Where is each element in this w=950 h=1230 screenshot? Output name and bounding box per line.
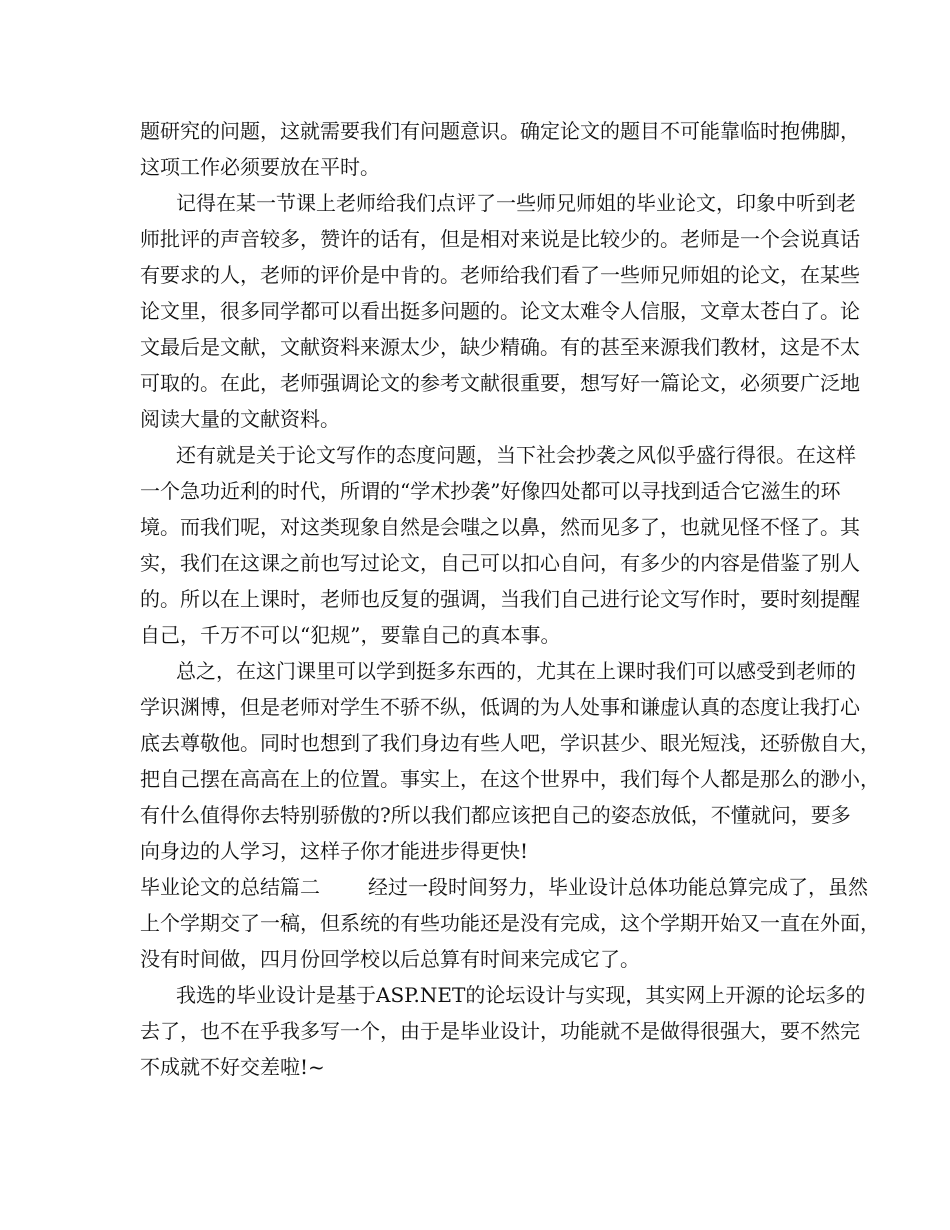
paragraph-line: 总之，在这门课里可以学到挺多东西的，尤其在上课时我们可以感受到老师的 [176, 659, 856, 683]
paragraph-line: 向身边的人学习，这样子你才能进步得更快! [140, 839, 529, 863]
paragraph-line: 把自己摆在高高在上的位置。事实上，在这个世界中，我们每个人都是那么的渺小， [140, 767, 880, 791]
paragraph-line: 学识渊博，但是老师对学生不骄不纵，低调的为人处事和谦虚认真的态度让我打心 [140, 695, 860, 719]
paragraph-line: 去了，也不在乎我多写一个，由于是毕业设计，功能就不是做得很强大，要不然完 [140, 1019, 860, 1043]
paragraph-line: 自己，千万不可以“犯规”，要靠自己的真本事。 [140, 623, 561, 647]
paragraph-line: 境。而我们呢，对这类现象自然是会嗤之以鼻，然而见多了，也就见怪不怪了。其 [140, 515, 860, 539]
paragraph-line: 题研究的问题，这就需要我们有问题意识。确定论文的题目不可能靠临时抱佛脚， [140, 119, 860, 143]
paragraph-line: 有要求的人，老师的评价是中肯的。老师给我们看了一些师兄师姐的论文，在某些 [140, 263, 860, 287]
paragraph-line: 我选的毕业设计是基于ASP.NET的论坛设计与实现，其实网上开源的论坛多的 [176, 983, 866, 1007]
paragraph-line: 有什么值得你去特别骄傲的?所以我们都应该把自己的姿态放低，不懂就问，要多 [140, 803, 851, 827]
paragraph-line: 一个急功近利的时代，所谓的“学术抄袭”好像四处都可以寻找到适合它滋生的环 [140, 479, 841, 503]
paragraph-line: 阅读大量的文献资料。 [140, 407, 340, 431]
paragraph-line: 师批评的声音较多，赞许的话有，但是相对来说是比较少的。老师是一个会说真话 [140, 227, 860, 251]
paragraph-line: 这项工作必须要放在平时。 [140, 155, 380, 179]
paragraph-line: 可取的。在此，老师强调论文的参考文献很重要，想写好一篇论文，必须要广泛地 [140, 371, 860, 395]
paragraph-line: 还有就是关于论文写作的态度问题，当下社会抄袭之风似乎盛行得很。在这样 [176, 443, 856, 467]
paragraph-line: 实，我们在这课之前也写过论文，自己可以扣心自问，有多少的内容是借鉴了别人 [140, 551, 860, 575]
paragraph-line: 经过一段时间努力，毕业设计总体功能总算完成了，虽然 [368, 875, 868, 899]
section-heading-line [140, 876, 868, 898]
section-heading: 毕业论文的总结篇二 [140, 875, 320, 899]
paragraph-line: 没有时间做，四月份回学校以后总算有时间来完成它了。 [140, 947, 640, 971]
paragraph-line: 文最后是文献，文献资料来源太少，缺少精确。有的甚至来源我们教材，这是不太 [140, 335, 860, 359]
paragraph-line: 论文里，很多同学都可以看出挺多问题的。论文太难令人信服，文章太苍白了。论 [140, 299, 860, 323]
paragraph-line: 记得在某一节课上老师给我们点评了一些师兄师姐的毕业论文，印象中听到老 [176, 191, 856, 215]
paragraph-line: 底去尊敬他。同时也想到了我们身边有些人吧，学识甚少、眼光短浅，还骄傲自大， [140, 731, 880, 755]
paragraph-line: 的。所以在上课时，老师也反复的强调，当我们自己进行论文写作时，要时刻提醒 [140, 587, 860, 611]
paragraph-line: 不成就不好交差啦!~ [140, 1055, 325, 1079]
paragraph-line: 上个学期交了一稿，但系统的有些功能还是没有完成，这个学期开始又一直在外面， [140, 911, 880, 935]
